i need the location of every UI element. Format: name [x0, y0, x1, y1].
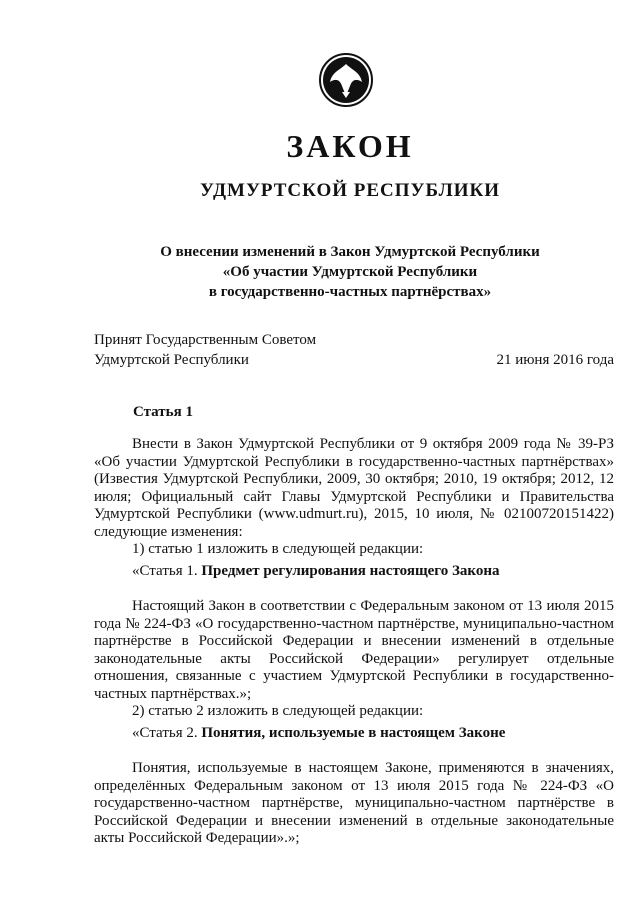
article-1-title: Предмет регулирования настоящего Закона: [201, 562, 500, 579]
item-2: 2) статью 2 изложить в следующей редакции:: [132, 703, 424, 719]
item-1: 1) статью 1 изложить в следующей редакции:: [132, 541, 424, 557]
coat-of-arms-emblem-icon: [318, 52, 374, 108]
subject-line-1: О внесении изменений в Закон Удмуртской Республики: [160, 244, 540, 260]
article-2-text: Понятия, используемые в настоящем Законе, применяются в значениях, определённых Федеральным законом от 13 июля 2015 года № 224-ФЗ «О государственно-частном партнёрстве, муниципально-частном партнёрстве в Российской Федерации и внесении изменений в отдельные законодательные акты Российской Федерации».»;: [94, 760, 614, 846]
article-1-prefix: «Статья 1.: [132, 562, 202, 579]
intro-paragraph: Внести в Закон Удмуртской Республики от 9 октября 2009 года № 39-РЗ «Об участии Удмуртской Республики в государственно-частных партнёрствах» (Известия Удмуртской Республики, 2009, 30 октября; 2010, 19 октября; 2012, 12 июля; Официальный сайт Главы Удмуртской Республики и Правительства Удмуртской Республики (www.udmurt.ru), 2015, 10 июля, № 02100720151422) следующие изменения:: [94, 436, 614, 540]
article-1-heading: Статья 1: [133, 404, 193, 420]
article-2-prefix: «Статья 2.: [132, 724, 202, 741]
article-1-body: [94, 436, 614, 848]
adopted-line-1: Принят Государственным Советом: [94, 332, 317, 348]
article-2-title: Понятия, используемые в настоящем Законе: [201, 724, 506, 741]
article-1-text: Настоящий Закон в соответствии с Федеральным законом от 13 июля 2015 года № 224-ФЗ «О государственно-частном партнёрстве, муниципально-частном партнёрстве в Российской Федерации и внесении изменений в отдельные законодательные акты Российской Федерации» регулирует отдельные отношения, связанные с участием Удмуртской Республики в государственно-частных партнёрствах.»;: [94, 598, 614, 702]
article-1-new-heading: [94, 563, 614, 581]
law-subtitle: УДМУРТСКОЙ РЕСПУБЛИКИ: [199, 180, 501, 201]
article-2-new-heading: [94, 725, 614, 743]
adopted-date: 21 июня 2016 года: [496, 352, 614, 368]
adopted-by: [94, 330, 316, 370]
subject-line-3: в государственно-частных партнёрствах»: [208, 284, 492, 300]
law-title: ЗАКОН: [286, 128, 414, 164]
subject-line-2: «Об участии Удмуртской Республики: [222, 264, 478, 280]
adopted-line-2: Удмуртской Республики: [94, 352, 249, 368]
